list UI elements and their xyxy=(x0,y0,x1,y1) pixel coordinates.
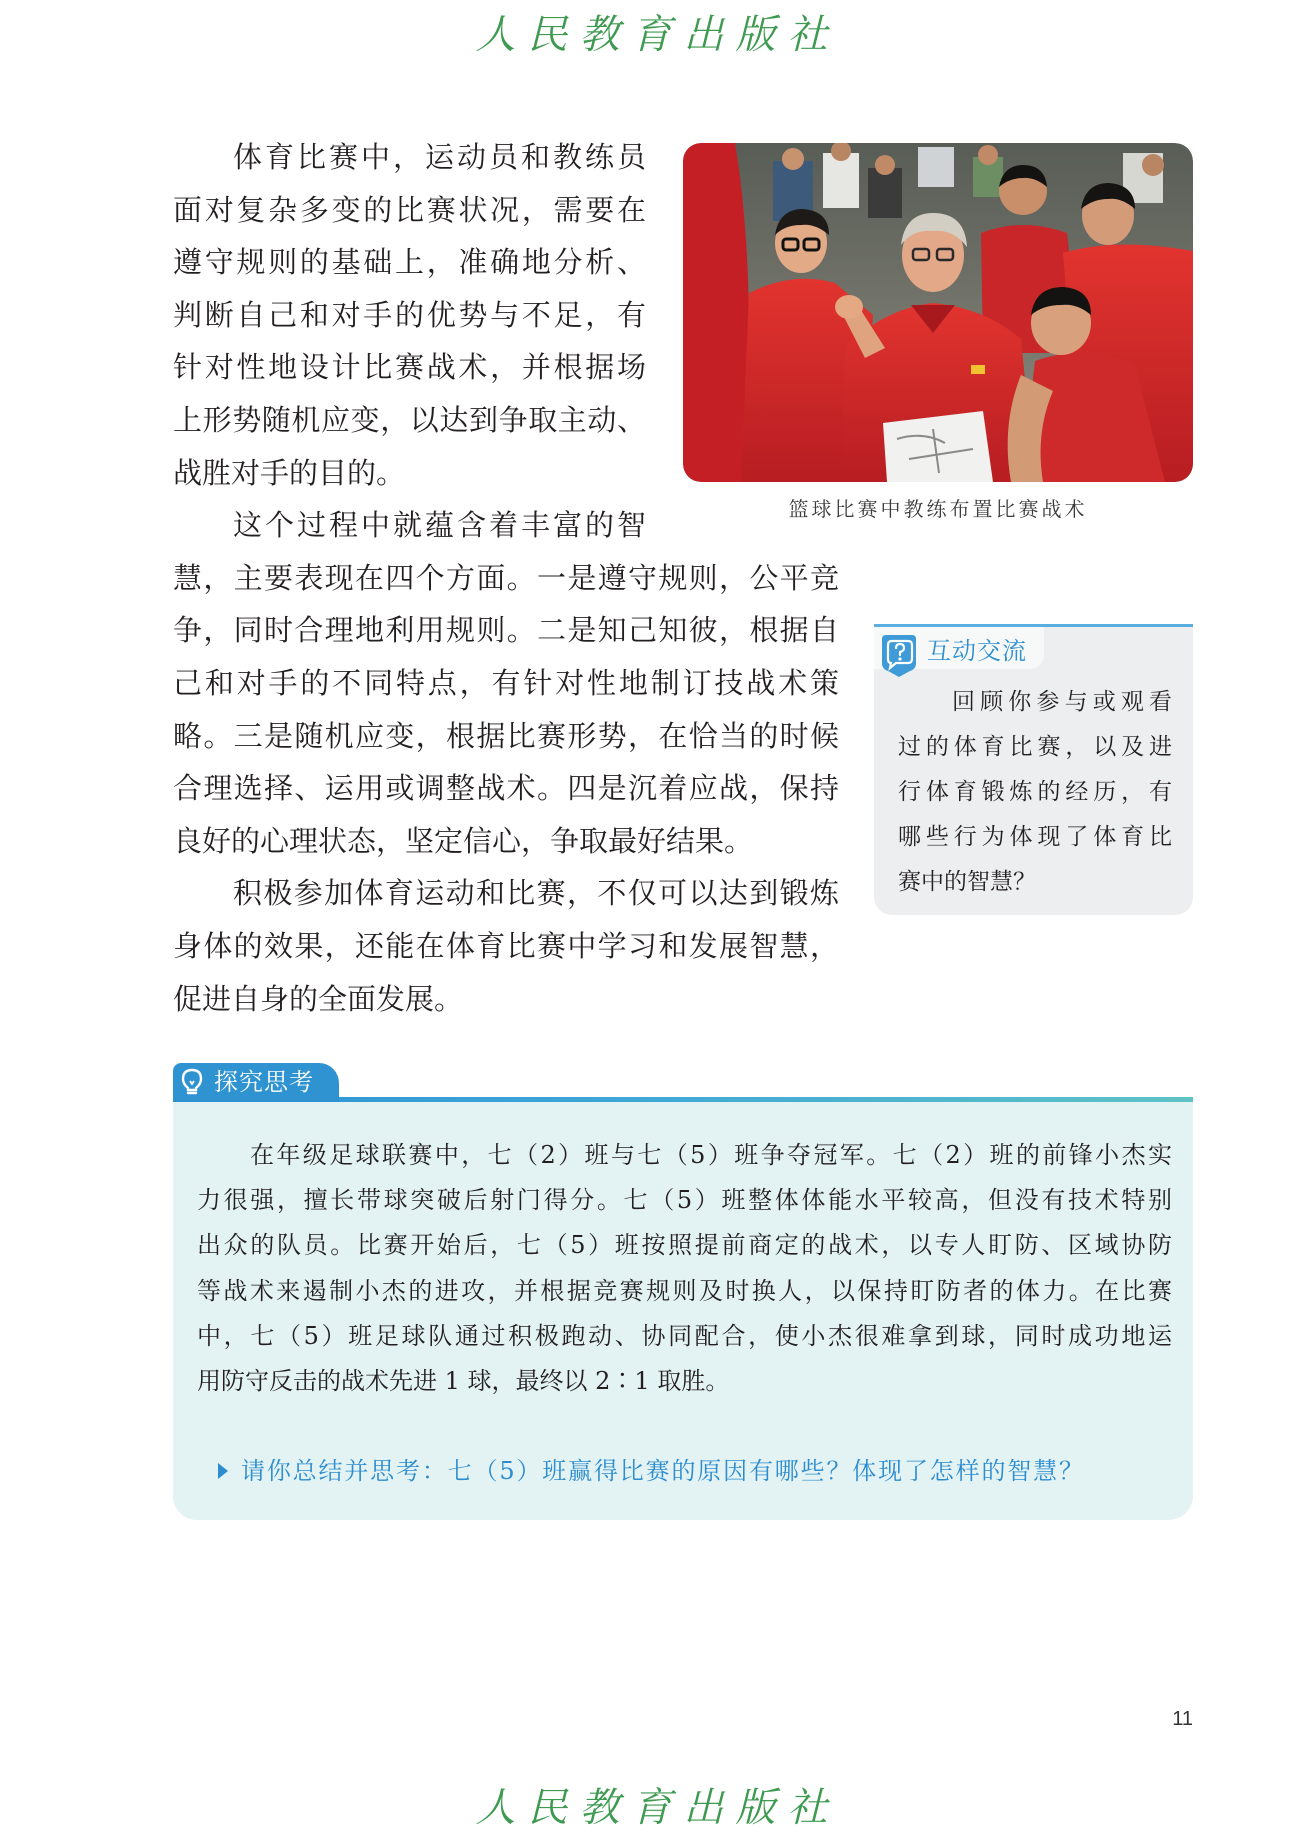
explore-text-line: 用防守反击的战术先进 1 球，最终以 2∶1 取胜。 xyxy=(197,1366,730,1395)
interaction-box-text xyxy=(898,680,1172,905)
paragraph-line: 积极参加体育运动和比赛，不仅可以达到锻炼 xyxy=(233,876,839,911)
explore-text-line: 中，七（5）班足球队通过积极跑动、协同配合，使小杰很难拿到球，同时成功地运 xyxy=(197,1321,1172,1350)
interaction-text-line: 赛中的智慧？ xyxy=(898,869,1036,895)
basketball-coach-photo xyxy=(683,143,1193,482)
paragraph-line: 体育比赛中，运动员和教练员 xyxy=(233,140,646,174)
photo-caption: 篮球比赛中教练布置比赛战术 xyxy=(788,497,1088,521)
triangle-right-icon xyxy=(218,1463,228,1479)
paragraph-line: 判断自己和对手的优势与不足，有 xyxy=(173,297,646,332)
interaction-text-line: 哪些行为体现了体育比 xyxy=(898,824,1172,850)
explore-box-text xyxy=(197,1133,1172,1404)
explore-text-line: 力很强，擅长带球突破后射门得分。七（5）班整体体能水平较高，但没有技术特别 xyxy=(197,1186,1172,1215)
publisher-logo-header: 人民教育出版社 xyxy=(475,12,840,58)
paragraph-line: 这个过程中就蕴含着丰富的智 xyxy=(233,508,646,543)
interaction-text-line: 回顾你参与或观看 xyxy=(952,689,1172,715)
photo-tactics-clipboard xyxy=(883,411,993,482)
explore-text-line: 等战术来遏制小杰的进攻，并根据竞赛规则及时换人，以保持盯防者的体力。在比赛 xyxy=(197,1276,1172,1305)
paragraph-line: 慧，主要表现在四个方面。一是遵守规则，公平竞 xyxy=(173,560,839,595)
paragraph-line: 略。三是随机应变，根据比赛形势，在恰当的时候 xyxy=(173,718,839,753)
interaction-box-title: 互动交流 xyxy=(927,637,1027,665)
paragraph-line: 针对性地设计比赛战术，并根据场 xyxy=(173,350,646,385)
interaction-text-line: 过的体育比赛，以及进 xyxy=(898,734,1172,760)
paragraph-line: 促进自身的全面发展。 xyxy=(173,981,464,1016)
paragraph-line: 遵守规则的基础上，准确地分析、 xyxy=(173,245,646,280)
speech-bubble-question-icon xyxy=(878,633,920,679)
paragraph-line: 战胜对手的目的。 xyxy=(173,455,406,490)
paragraph-line: 己和对手的不同特点，有针对性地制订技战术策 xyxy=(173,665,839,700)
photo-left-jersey xyxy=(683,143,749,482)
explore-text-line: 出众的队员。比赛开始后，七（5）班按照提前商定的战术，以专人盯防、区域协防 xyxy=(197,1231,1172,1260)
page-number: 11 xyxy=(1172,1708,1193,1730)
publisher-logo-footer: 人民教育出版社 xyxy=(475,1785,840,1831)
paragraph-line: 合理选择、运用或调整战术。四是沉着应战，保持 xyxy=(173,771,839,806)
paragraph-line: 良好的心理状态，坚定信心，争取最好结果。 xyxy=(173,823,754,858)
paragraph-line: 上形势随机应变，以达到争取主动、 xyxy=(173,402,646,437)
lightbulb-icon xyxy=(178,1067,206,1097)
paragraph-line: 争，同时合理地利用规则。二是知己知彼，根据自 xyxy=(173,613,839,648)
explore-text-line: 在年级足球联赛中，七（2）班与七（5）班争夺冠军。七（2）班的前锋小杰实 xyxy=(250,1141,1172,1169)
explore-box-title: 探究思考 xyxy=(214,1068,314,1096)
explore-question: 请你总结并思考：七（5）班赢得比赛的原因有哪些？体现了怎样的智慧？ xyxy=(241,1457,1083,1485)
paragraph-line: 面对复杂多变的比赛状况，需要在 xyxy=(173,192,646,227)
paragraph-line: 身体的效果，还能在体育比赛中学习和发展智慧， xyxy=(173,928,839,963)
interaction-text-line: 行体育锻炼的经历，有 xyxy=(898,779,1172,805)
